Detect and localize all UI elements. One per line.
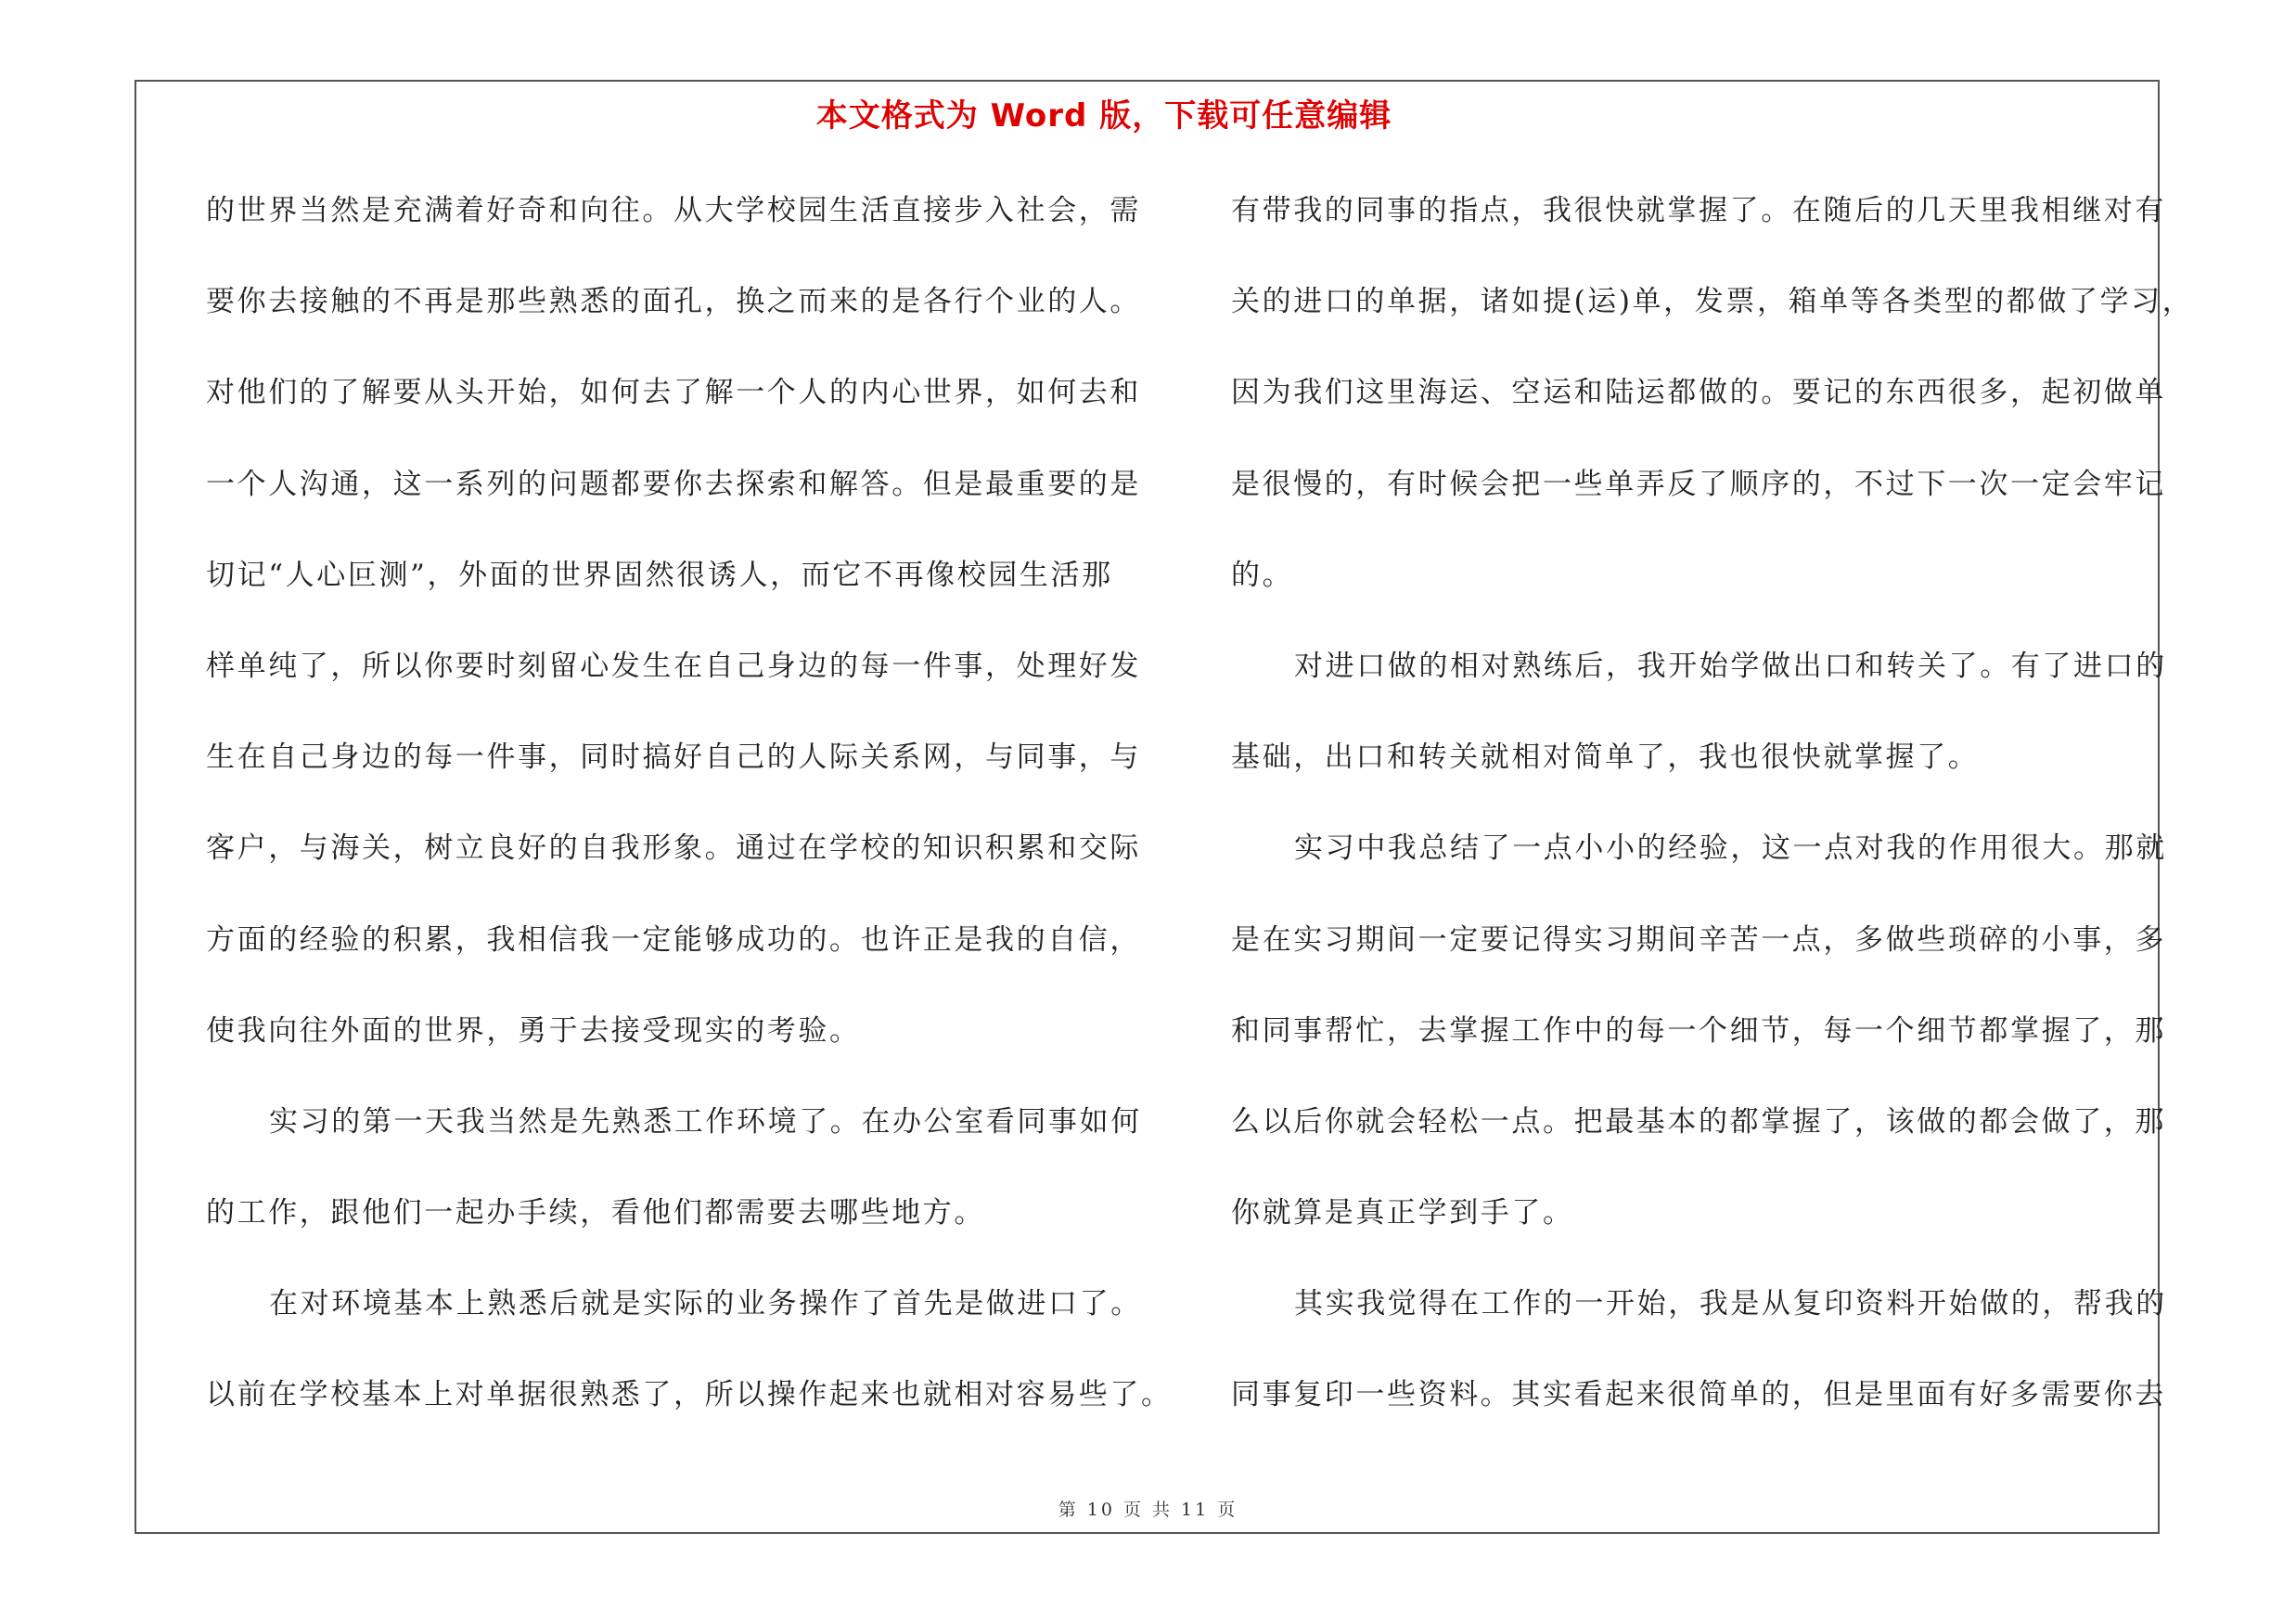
- text-line: 是很慢的，有时候会把一些单弄反了顺序的，不过下一次一定会牢记: [1231, 467, 2166, 501]
- text-line: 客户，与海关，树立良好的自我形象。通过在学校的知识积累和交际: [206, 831, 1141, 866]
- text-line: 在对环境基本上熟悉后就是实际的业务操作了首先是做进口了。: [269, 1287, 1142, 1321]
- text-line: 要你去接触的不再是那些熟悉的面孔，换之而来的是各行个业的人。: [206, 285, 1141, 319]
- text-line: 对他们的了解要从头开始，如何去了解一个人的内心世界，如何去和: [206, 376, 1141, 410]
- text-line: 有带我的同事的指点，我很快就掌握了。在随后的几天里我相继对有: [1231, 194, 2166, 227]
- text-line: 基础，出口和转关就相对简单了，我也很快就掌握了。: [1231, 741, 1980, 775]
- page-number: 第 10 页 共 11 页: [1058, 1500, 1238, 1520]
- text-line: 么以后你就会轻松一点。把最基本的都掌握了，该做的都会做了，那: [1231, 1104, 2166, 1139]
- text-line: 对进口做的相对熟练后，我开始学做出口和转关了。有了进口的: [1294, 649, 2167, 683]
- text-line: 使我向往外面的世界，勇于去接受现实的考验。: [206, 1013, 861, 1048]
- text-line: 和同事帮忙，去掌握工作中的每一个细节，每一个细节都掌握了，那: [1231, 1013, 2166, 1048]
- text-line: 实习的第一天我当然是先熟悉工作环境了。在办公室看同事如何: [269, 1104, 1142, 1139]
- right-column: [1231, 178, 2194, 1454]
- text-line: 实习中我总结了一点小小的经验，这一点对我的作用很大。那就: [1294, 831, 2167, 866]
- text-line: 同事复印一些资料。其实看起来很简单的，但是里面有好多需要你去: [1231, 1378, 2166, 1412]
- text-line: 关的进口的单据，诸如提(运)单，发票，箱单等各类型的都做了学习，: [1231, 285, 2194, 319]
- text-line: 其实我觉得在工作的一开始，我是从复印资料开始做的，帮我的: [1294, 1287, 2167, 1321]
- text-line: 样单纯了，所以你要时刻留心发生在自己身边的每一件事，处理好发: [206, 649, 1141, 683]
- text-line: 切记“人心叵测”，外面的世界固然很诱人，而它不再像校园生活那: [206, 558, 1113, 592]
- left-column: [206, 178, 1173, 1454]
- text-line: 方面的经验的积累，我相信我一定能够成功的。也许正是我的自信，: [206, 922, 1141, 957]
- text-line: 你就算是真正学到手了。: [1231, 1196, 1574, 1230]
- text-line: 的。: [1231, 558, 1294, 592]
- text-line: 的世界当然是充满着好奇和向往。从大学校园生活直接步入社会，需: [206, 194, 1141, 227]
- text-line: 是在实习期间一定要记得实习期间辛苦一点，多做些琐碎的小事，多: [1231, 922, 2166, 957]
- text-line: 因为我们这里海运、空运和陆运都做的。要记的东西很多，起初做单: [1231, 376, 2166, 410]
- text-line: 的工作，跟他们一起办手续，看他们都需要去哪些地方。: [206, 1196, 985, 1230]
- text-line: 一个人沟通，这一系列的问题都要你去探索和解答。但是最重要的是: [206, 467, 1141, 501]
- text-line: 以前在学校基本上对单据很熟悉了，所以操作起来也就相对容易些了。: [206, 1378, 1173, 1412]
- header-banner: 本文格式为 Word 版，下载可任意编辑: [815, 97, 1392, 135]
- text-line: 生在自己身边的每一件事，同时搞好自己的人际关系网，与同事，与: [206, 741, 1141, 775]
